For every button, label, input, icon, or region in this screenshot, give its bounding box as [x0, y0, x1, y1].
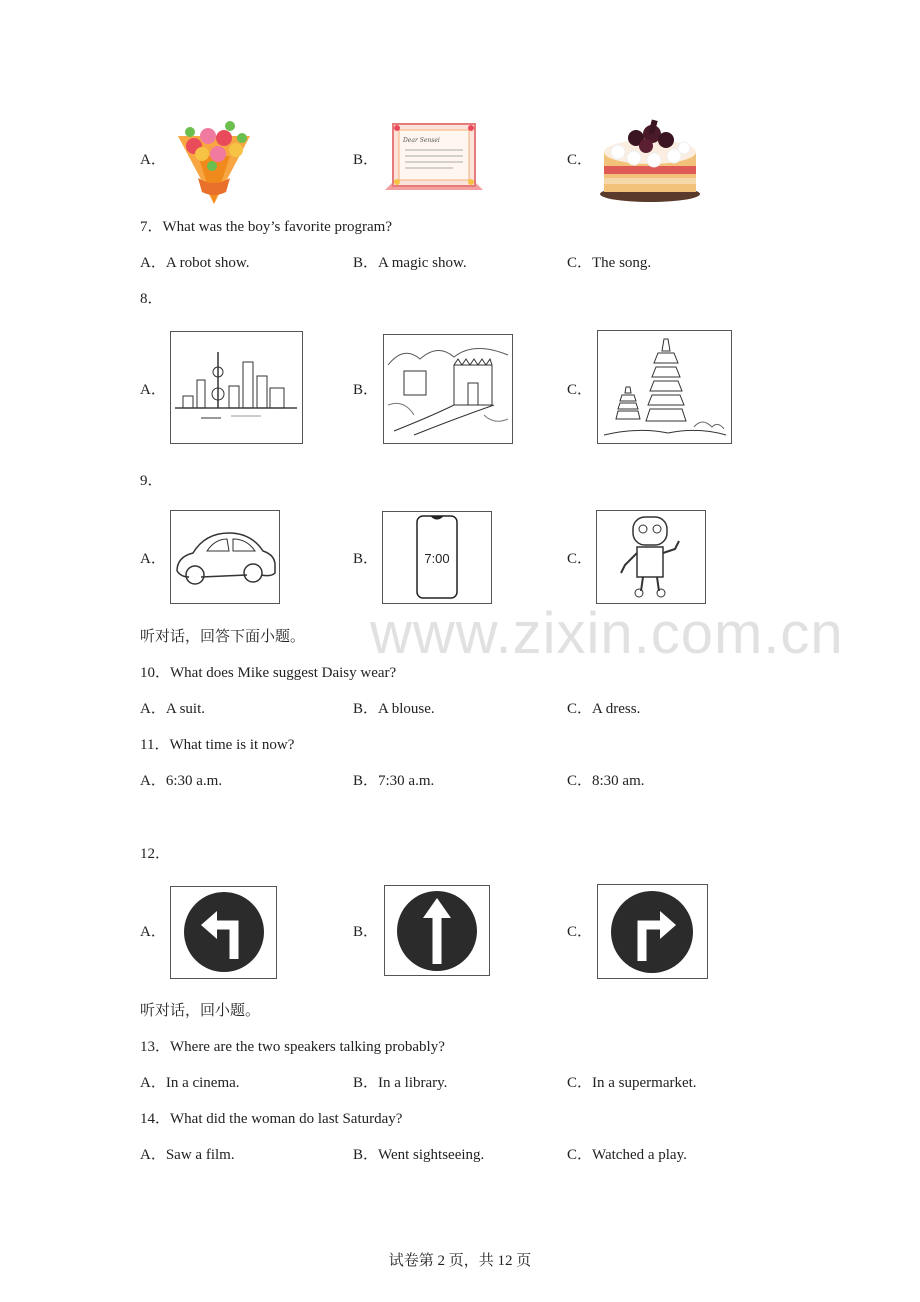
turn-right-sign-image[interactable] [597, 884, 708, 979]
q8-number: 8． [140, 291, 163, 307]
q7-question: 7．What was the boy’s favorite program? [140, 219, 393, 235]
q14-option-a[interactable]: A．Saw a film. [140, 1147, 235, 1163]
q12-option-c-letter: C． [567, 924, 593, 940]
city-skyline-image[interactable] [170, 331, 303, 444]
section-instruction-1: 听对话，回答下面小题。 [140, 629, 306, 645]
great-wall-image[interactable] [383, 334, 513, 444]
q9-option-c-letter: C． [567, 551, 593, 567]
section-instruction-2: 听对话，回小题。 [140, 1003, 261, 1019]
go-straight-sign-image[interactable] [384, 885, 490, 976]
q8-option-a-letter: A． [140, 382, 166, 398]
q13-option-c[interactable]: C．In a supermarket. [567, 1075, 697, 1091]
q7-option-a[interactable]: A．A robot show. [140, 255, 250, 271]
car-image[interactable] [170, 510, 280, 604]
q13-option-b[interactable]: B．In a library. [353, 1075, 448, 1091]
turn-left-sign-image[interactable] [170, 886, 277, 979]
flower-bouquet-image[interactable] [168, 116, 260, 206]
q7-option-b[interactable]: B．A magic show. [353, 255, 467, 271]
pagodas-image[interactable] [597, 330, 732, 444]
greeting-card-image[interactable] [383, 120, 485, 196]
q14-option-c[interactable]: C．Watched a play. [567, 1147, 687, 1163]
q8-option-c-letter: C． [567, 382, 593, 398]
q13-option-a[interactable]: A．In a cinema. [140, 1075, 240, 1091]
q6-option-a-letter: A． [140, 152, 166, 168]
q9-number: 9． [140, 473, 163, 489]
q14-option-b[interactable]: B．Went sightseeing. [353, 1147, 485, 1163]
q11-option-a[interactable]: A．6:30 a.m. [140, 773, 223, 789]
q11-option-c[interactable]: C．8:30 am. [567, 773, 645, 789]
q10-option-c[interactable]: C．A dress. [567, 701, 641, 717]
q12-option-a-letter: A． [140, 924, 166, 940]
q9-option-a-letter: A． [140, 551, 166, 567]
q10-question: 10．What does Mike suggest Daisy wear? [140, 665, 397, 681]
q6-option-b-letter: B． [353, 152, 379, 168]
watermark: www.zixin.com.cn [370, 601, 844, 666]
q8-option-b-letter: B． [353, 382, 379, 398]
birthday-cake-image[interactable] [598, 116, 702, 204]
q7-option-c[interactable]: C．The song. [567, 255, 652, 271]
q10-option-b[interactable]: B．A blouse. [353, 701, 435, 717]
page-footer: 试卷第 2 页，共 12 页 [388, 1253, 532, 1269]
card-greeting-text: Dear Sensei [403, 137, 440, 144]
q12-number: 12． [140, 846, 171, 862]
q11-question: 11．What time is it now? [140, 737, 295, 753]
q6-option-c-letter: C． [567, 152, 593, 168]
q10-option-a[interactable]: A．A suit. [140, 701, 206, 717]
q12-option-b-letter: B． [353, 924, 379, 940]
phone-time: 7:00 [424, 551, 450, 566]
phone-image[interactable] [382, 511, 492, 604]
robot-image[interactable] [596, 510, 706, 604]
q9-option-b-letter: B． [353, 551, 379, 567]
q13-question: 13．Where are the two speakers talking probably? [140, 1039, 445, 1055]
q14-question: 14．What did the woman do last Saturday? [140, 1111, 403, 1127]
q11-option-b[interactable]: B．7:30 a.m. [353, 773, 435, 789]
